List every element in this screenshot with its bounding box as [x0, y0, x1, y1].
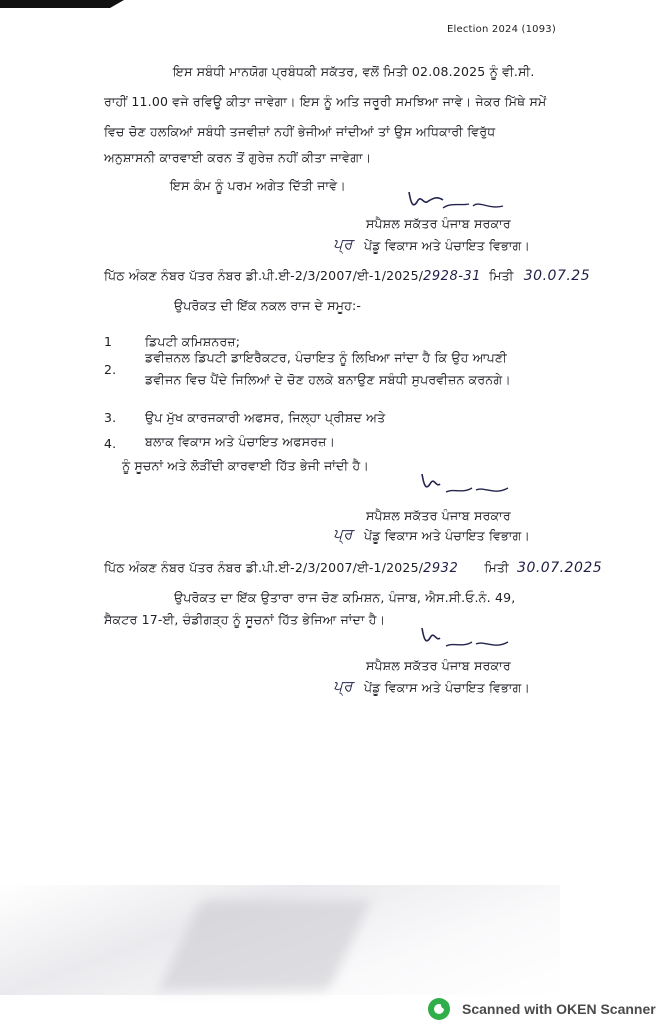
date-label: ਮਿਤੀ [484, 560, 509, 575]
paragraph-line: ਵਿਚ ਚੋਣ ਹਲਕਿਆਂ ਸਬੰਧੀ ਤਜਵੀਜ਼ਾਂ ਨਹੀਂ ਭੇਜੀਆਂ ਜਾਂਦੀਆਂ ਤਾਂ ਉਸ ਅਧਿਕਾਰੀ ਵਿਰੁੱਧ [104, 124, 496, 139]
list-number: 1 [104, 334, 113, 349]
endorsement-number-line [104, 560, 602, 577]
signature-mark [418, 620, 518, 660]
signatory-title: ਸਪੈਸ਼ਲ ਸਕੱਤਰ ਪੰਜਾਬ ਸਰਕਾਰ [366, 658, 511, 673]
endorsement-handwritten-date: 30.07.25 [523, 268, 591, 284]
list-number: 4. [104, 436, 117, 451]
list-item: ਉਪ ਮੁੱਖ ਕਾਰਜਕਾਰੀ ਅਫਸਰ, ਜਿਲ੍ਹਾ ਪ੍ਰੀਸ਼ਦ ਅਤੇ [145, 410, 386, 425]
endorsement-prefix: ਪਿੱਠ ਅੰਕਣ ਨੰਬਰ ਪੱਤਰ ਨੰਬਰ ਡੀ.ਪੀ.ਈ-2/3/2007/ਈ-1/2025/ [104, 560, 424, 575]
endorsement-handwritten-number: 2932 [423, 561, 459, 576]
signatory-department: ਪੇਂਡੂ ਵਿਕਾਸ ਅਤੇ ਪੰਚਾਇਤ ਵਿਭਾਗ। [364, 528, 531, 543]
list-item: ਬਲਾਕ ਵਿਕਾਸ ਅਤੇ ਪੰਚਾਇਤ ਅਫਸਰਜ਼। [145, 434, 336, 449]
paragraph-line: ਇਸ ਸਬੰਧੀ ਮਾਨਯੋਗ ਪ੍ਰਬੰਧਕੀ ਸਕੱਤਰ, ਵਲੋਂ ਮਿਤੀ 02.08.2025 ਨੂੰ ਵੀ.ਸੀ. [173, 64, 535, 79]
list-footer-text: ਨੂੰ ਸੂਚਨਾਂ ਅਤੇ ਲੋੜੀਂਦੀ ਕਾਰਵਾਈ ਹਿੱਤ ਭੇਜੀ ਜਾਂਦੀ ਹੈ। [122, 458, 369, 473]
list-item: ਡਵੀਜ਼ਨਲ ਡਿਪਟੀ ਡਾਇਰੈਕਟਰ, ਪੰਚਾਇਤ ਨੂੰ ਲਿਖਿਆ ਜਾਂਦਾ ਹੈ ਕਿ ਉਹ ਆਪਣੀ [145, 350, 507, 365]
endorsement-handwritten-date: 30.07.2025 [517, 560, 603, 576]
oken-logo-icon [428, 998, 450, 1020]
paragraph-line: ਅਨੁਸ਼ਾਸਨੀ ਕਾਰਵਾਈ ਕਰਨ ਤੋਂ ਗੁਰੇਜ਼ ਨਹੀਂ ਕੀਤਾ ਜਾਵੇਗਾ। [104, 150, 372, 165]
scan-corner-edge [110, 0, 124, 8]
scanner-watermark-text: Scanned with OKEN Scanner [462, 1001, 656, 1017]
scan-corner-mark [0, 0, 110, 8]
endorsement-handwritten-number: 2928-31 [423, 269, 481, 284]
copy-to-heading: ਉਪਰੋਕਤ ਦੀ ਇੱਕ ਨਕਲ ਰਾਜ ਦੇ ਸਮੂਹ:- [174, 298, 362, 313]
endorsement-body: ਸੈਕਟਰ 17-ਈ, ਚੰਡੀਗੜ੍ਹ ਨੂੰ ਸੂਚਨਾਂ ਹਿੱਤ ਭੇਜਿਆ ਜਾਂਦਾ ਹੈ। [104, 612, 386, 627]
signatory-department: ਪੇਂਡੂ ਵਿਕਾਸ ਅਤੇ ਪੰਚਾਇਤ ਵਿਭਾਗ। [364, 238, 531, 253]
list-number: 3. [104, 410, 117, 425]
list-number: 2. [104, 362, 117, 377]
signatory-prefix: ਪ੍ਰ [333, 677, 353, 695]
signatory-title: ਸਪੈਸ਼ਲ ਸਕੱਤਰ ਪੰਜਾਬ ਸਰਕਾਰ [366, 508, 511, 523]
endorsement-prefix: ਪਿੱਠ ਅੰਕਣ ਨੰਬਰ ਪੱਤਰ ਨੰਬਰ ਡੀ.ਪੀ.ਈ-2/3/2007/ਈ-1/2025/ [104, 268, 424, 283]
endorsement-body: ਉਪਰੋਕਤ ਦਾ ਇੱਕ ਉਤਾਰਾ ਰਾਜ ਚੋਣ ਕਮਿਸ਼ਨ, ਪੰਜਾਬ, ਐਸ.ਸੀ.ਓ.ਨੰ. 49, [174, 590, 516, 605]
paragraph-line: ਰਾਹੀਂ 11.00 ਵਜੇ ਰਵਿਊ ਕੀਤਾ ਜਾਵੇਗਾ। ਇਸ ਨੂੰ ਅਤਿ ਜਰੂਰੀ ਸਮਝਿਆ ਜਾਵੇ। ਜੇਕਰ ਮਿੱਥੇ ਸਮੇਂ [104, 94, 547, 109]
signatory-prefix: ਪ੍ਰ [333, 235, 353, 253]
signatory-prefix: ਪ੍ਰ [333, 525, 353, 543]
scanner-watermark [428, 996, 656, 1022]
list-item-continued: ਡਵੀਜਨ ਵਿਚ ਪੈਂਦੇ ਜਿਲਿਆਂ ਦੇ ਚੋਣ ਹਲਕੇ ਬਨਾਉਣ ਸਬੰਧੀ ਸੁਪਰਵੀਜ਼ਨ ਕਰਨਗੇ। [145, 372, 511, 387]
signatory-title: ਸਪੈਸ਼ਲ ਸਕੱਤਰ ਪੰਜਾਬ ਸਰਕਾਰ [366, 216, 511, 231]
signatory-department: ਪੇਂਡੂ ਵਿਕਾਸ ਅਤੇ ਪੰਚਾਇਤ ਵਿਭਾਗ। [364, 680, 531, 695]
list-item: ਡਿਪਟੀ ਕਮਿਸ਼ਨਰਜ਼; [145, 334, 241, 349]
document-reference: Election 2024 (1093) [447, 24, 556, 35]
paragraph-line: ਇਸ ਕੰਮ ਨੂੰ ਪਰਮ ਅਗੇਤ ਦਿੱਤੀ ਜਾਵੇ। [170, 178, 346, 193]
signature-mark [418, 466, 518, 506]
endorsement-number-line [104, 268, 590, 285]
date-label: ਮਿਤੀ [489, 268, 514, 283]
